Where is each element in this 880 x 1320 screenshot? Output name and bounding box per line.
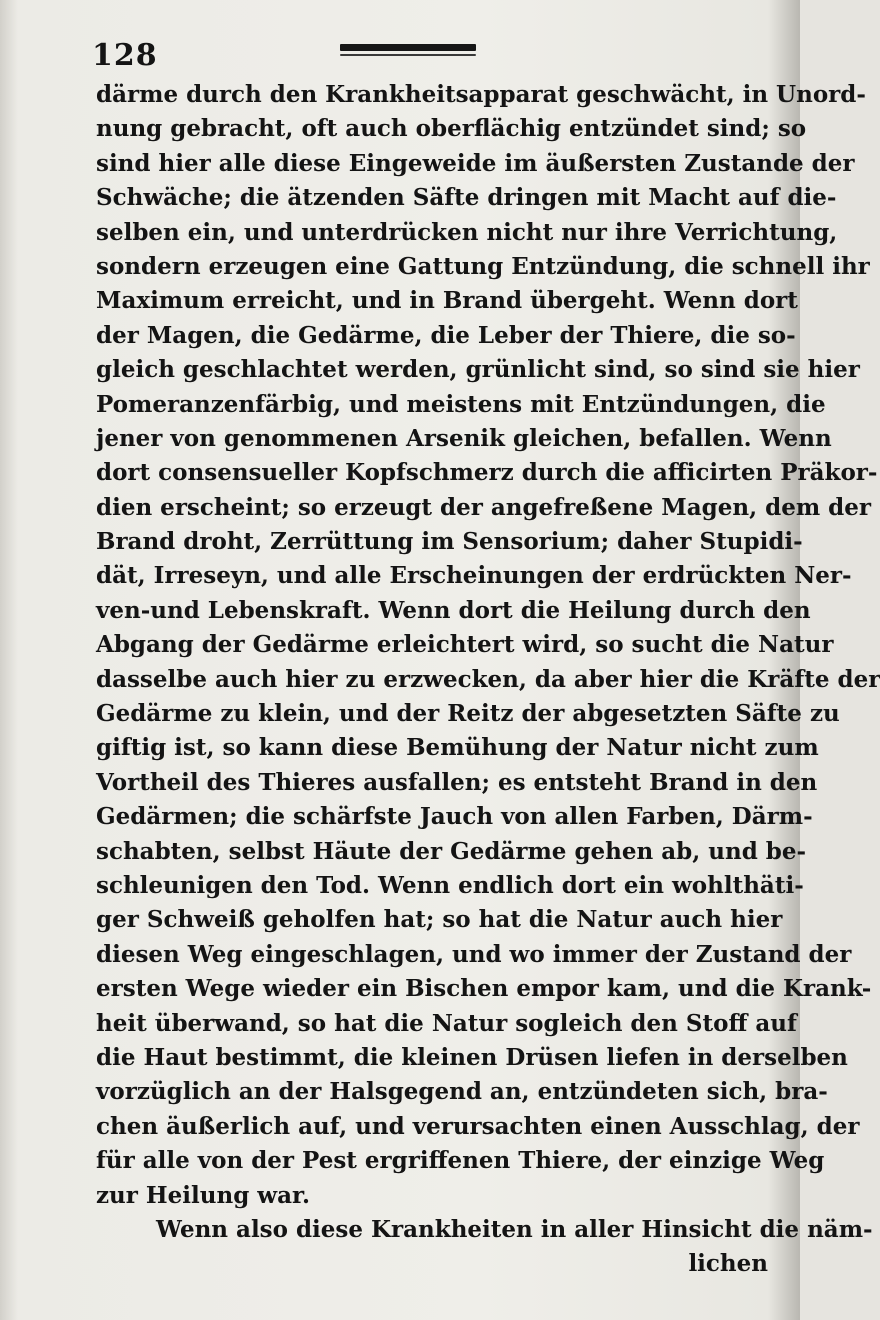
text-line: für alle von der Pest ergriffenen Thiere, der einzige Weg [96, 1147, 825, 1175]
text-line: jener von genommenen Arsenik gleichen, befallen. Wenn [96, 424, 832, 452]
header-rule-thick [340, 44, 476, 51]
text-line: Abgang der Gedärme erleichtert wird, so sucht die Natur [96, 631, 834, 659]
catchword: lichen [688, 1250, 768, 1278]
text-line: dasselbe auch hier zu erzwecken, da aber hier die Kräfte der [96, 665, 880, 693]
text-line: schabten, selbst Häute der Gedärme gehen ab, und be- [96, 837, 807, 865]
text-line: Maximum erreicht, und in Brand übergeht. Wenn dort [96, 287, 798, 315]
text-line: schleunigen den Tod. Wenn endlich dort ein wohlthäti- [96, 871, 804, 899]
text-line: die Haut bestimmt, die kleinen Drüsen liefen in derselben [96, 1043, 848, 1071]
text-line: sind hier alle diese Eingeweide im äußersten Zustande der [96, 149, 855, 177]
text-line: Gedärme zu klein, und der Reitz der abgesetzten Säfte zu [96, 700, 840, 728]
text-line: dort consensueller Kopfschmerz durch die afficirten Präkor- [96, 459, 878, 487]
text-line: ger Schweiß geholfen hat; so hat die Natur auch hier [96, 906, 783, 934]
text-line: därme durch den Krankheitsapparat geschwächt, in Unord- [96, 81, 866, 108]
text-line: selben ein, und unterdrücken nicht nur ihre Verrichtung, [96, 218, 838, 246]
text-line: dät, Irreseyn, und alle Erscheinungen der erdrückten Ner- [96, 562, 852, 590]
text-line: chen äußerlich auf, und verursachten einen Ausschlag, der [96, 1112, 860, 1140]
header-rule-thin [340, 54, 476, 56]
text-line: gleich geschlachtet werden, grünlicht sind, so sind sie hier [96, 356, 860, 384]
text-line: Pomeranzenfärbig, und meistens mit Entzündungen, die [96, 390, 826, 418]
text-line: Gedärmen; die schärfste Jauch von allen Farben, Därm- [96, 803, 813, 831]
text-line: heit überwand, so hat die Natur sogleich den Stoff auf [96, 1009, 797, 1037]
text-line: nung gebracht, oft auch oberflächig entzündet sind; so [96, 115, 807, 143]
page-header [0, 34, 800, 74]
text-line: sondern erzeugen eine Gattung Entzündung, die schnell ihr [96, 252, 870, 280]
body-text [96, 78, 880, 1282]
page-number: 128 [92, 38, 158, 73]
text-line: ven-und Lebenskraft. Wenn dort die Heilung durch den [96, 596, 811, 624]
text-line: Schwäche; die ätzenden Säfte dringen mit Macht auf die- [96, 184, 837, 212]
text-line: Brand droht, Zerrüttung im Sensorium; daher Stupidi- [96, 528, 803, 556]
text-line: Vortheil des Thieres ausfallen; es entsteht Brand in den [96, 768, 818, 796]
text-line: diesen Weg eingeschlagen, und wo immer der Zustand der [96, 940, 852, 968]
text-line: vorzüglich an der Halsgegend an, entzündeten sich, bra- [96, 1078, 828, 1106]
text-line: der Magen, die Gedärme, die Leber der Thiere, die so- [96, 321, 796, 349]
text-line: giftig ist, so kann diese Bemühung der Natur nicht zum [96, 734, 819, 762]
text-line: dien erscheint; so erzeugt der angefreßene Magen, dem der [96, 493, 872, 521]
paragraph-start-line: Wenn also diese Krankheiten in aller Hinsicht die näm- [156, 1215, 873, 1243]
text-line: ersten Wege wieder ein Bischen empor kam, und die Krank- [96, 975, 872, 1003]
paragraph-end-line: zur Heilung war. [96, 1181, 310, 1209]
